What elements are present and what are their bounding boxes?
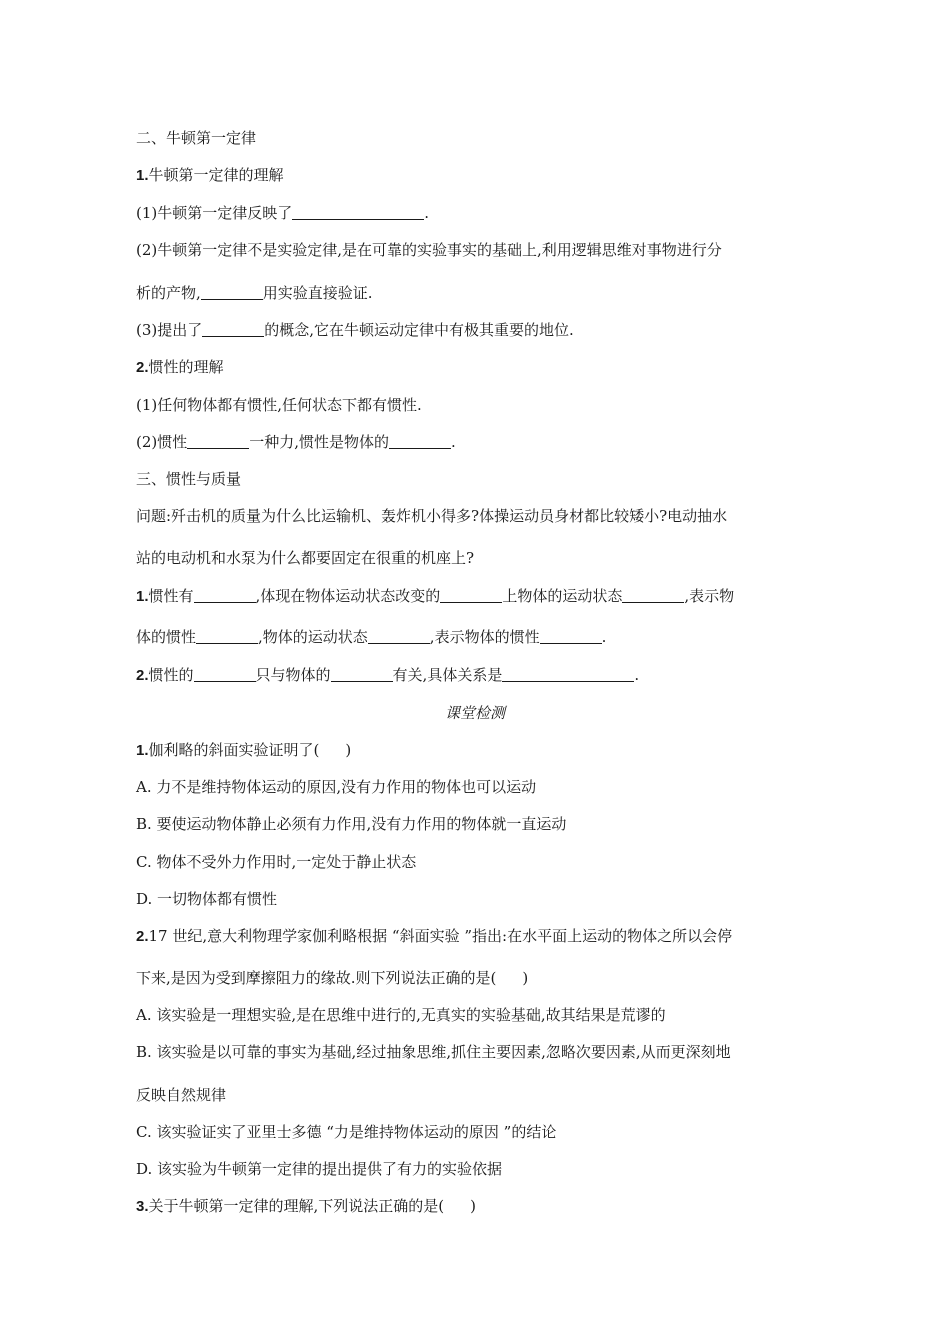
item-number: 2. [136, 667, 149, 684]
text: 用实验直接验证. [262, 284, 373, 302]
question-number: 1. [136, 742, 149, 759]
paragraph: (1)任何物体都有惯性,任何状态下都有惯性. [136, 396, 422, 414]
option-a[interactable]: A. 力不是维持物体运动的原因,没有力作用的物体也可以运动 [136, 778, 537, 796]
option-b[interactable]: B. 该实验是以可靠的事实为基础,经过抽象思维,抓住主要因素,忽略次要因素,从而更深刻地 [136, 1043, 731, 1061]
text: ) [522, 969, 529, 987]
option-c[interactable]: C. 该实验证实了亚里士多德 “力是维持物体运动的原因 ”的结论 [136, 1123, 557, 1141]
text: 一种力,惯性是物体的 [249, 433, 390, 451]
paragraph [136, 320, 826, 340]
item-title: 惯性的理解 [148, 358, 224, 376]
text: ,表示物 [684, 587, 735, 605]
item-number: 1. [136, 167, 149, 184]
text: . [601, 628, 607, 646]
fill-blank[interactable] [622, 587, 684, 603]
text: 只与物体的 [255, 666, 331, 684]
option-a[interactable]: A. 该实验是一理想实验,是在思维中进行的,无真实的实验基础,故其结果是荒谬的 [136, 1006, 666, 1024]
fill-blank[interactable] [196, 628, 258, 644]
question-text: 伽利略的斜面实验证明了( [148, 741, 320, 759]
item-heading [136, 165, 826, 186]
fill-blank[interactable] [540, 628, 602, 644]
text: 惯性的 [148, 666, 194, 684]
text: 有关,具体关系是 [392, 666, 503, 684]
item-number: 2. [136, 359, 149, 376]
text: ,物体的运动状态 [258, 628, 368, 646]
text: 析的产物, [136, 284, 201, 302]
paragraph [136, 586, 826, 607]
question-text: 下来,是因为受到摩擦阻力的缘故.则下列说法正确的是( [136, 969, 497, 987]
paragraph [136, 432, 826, 452]
question-1 [136, 740, 826, 761]
option-d[interactable]: D. 一切物体都有惯性 [136, 890, 278, 908]
section-heading-newton-first-law: 二、牛顿第一定律 [136, 129, 257, 147]
section-heading-inertia-mass: 三、惯性与质量 [136, 470, 242, 488]
fill-blank[interactable] [201, 284, 263, 300]
text: (3)提出了 [136, 321, 203, 339]
text: ,体现在物体运动状态改变的 [255, 587, 441, 605]
text: . [424, 204, 430, 222]
text: 的概念,它在牛顿运动定律中有极其重要的地位. [264, 321, 574, 339]
paragraph: 站的电动机和水泵为什么都要固定在很重的机座上? [136, 549, 475, 567]
question-2-continued [136, 968, 826, 988]
text: 上物体的运动状态 [502, 587, 623, 605]
item-number: 1. [136, 588, 149, 605]
paragraph [136, 283, 826, 303]
paragraph: 问题:歼击机的质量为什么比运输机、轰炸机小得多?体操运动员身材都比较矮小?电动抽水 [136, 507, 728, 525]
option-b-continued: 反映自然规律 [136, 1086, 227, 1104]
fill-blank[interactable] [194, 587, 256, 603]
question-text: 17 世纪,意大利物理学家伽利略根据 “斜面实验 ”指出:在水平面上运动的物体之所以会停 [148, 927, 733, 945]
text: (1)牛顿第一定律反映了 [136, 204, 293, 222]
paragraph [136, 665, 826, 686]
fill-blank[interactable] [187, 433, 249, 449]
text: ) [345, 741, 352, 759]
option-b[interactable]: B. 要使运动物体静止必须有力作用,没有力作用的物体就一直运动 [136, 815, 567, 833]
question-text: 关于牛顿第一定律的理解,下列说法正确的是( [148, 1197, 445, 1215]
text: . [451, 433, 456, 451]
question-number: 2. [136, 928, 149, 945]
item-heading [136, 357, 826, 378]
text: 体的惯性 [136, 628, 197, 646]
option-c[interactable]: C. 物体不受外力作用时,一定处于静止状态 [136, 853, 417, 871]
text: 惯性有 [148, 587, 194, 605]
text: (2)惯性 [136, 433, 188, 451]
question-number: 3. [136, 1198, 149, 1215]
paragraph [136, 203, 826, 223]
fill-blank[interactable] [292, 204, 424, 220]
classroom-test-title: 课堂检测 [444, 704, 505, 722]
item-title: 牛顿第一定律的理解 [148, 166, 284, 184]
fill-blank[interactable] [502, 666, 634, 682]
option-d[interactable]: D. 该实验为牛顿第一定律的提出提供了有力的实验依据 [136, 1160, 503, 1178]
fill-blank[interactable] [389, 433, 451, 449]
paragraph: (2)牛顿第一定律不是实验定律,是在可靠的实验事实的基础上,利用逻辑思维对事物进行分 [136, 241, 722, 259]
question-3 [136, 1196, 826, 1217]
text: . [634, 666, 640, 684]
text: ,表示物体的惯性 [429, 628, 540, 646]
fill-blank[interactable] [440, 587, 502, 603]
fill-blank[interactable] [368, 628, 430, 644]
text: ) [470, 1197, 476, 1215]
fill-blank[interactable] [194, 666, 256, 682]
fill-blank[interactable] [331, 666, 393, 682]
fill-blank[interactable] [202, 321, 264, 337]
question-2 [136, 926, 826, 947]
paragraph [136, 627, 826, 647]
